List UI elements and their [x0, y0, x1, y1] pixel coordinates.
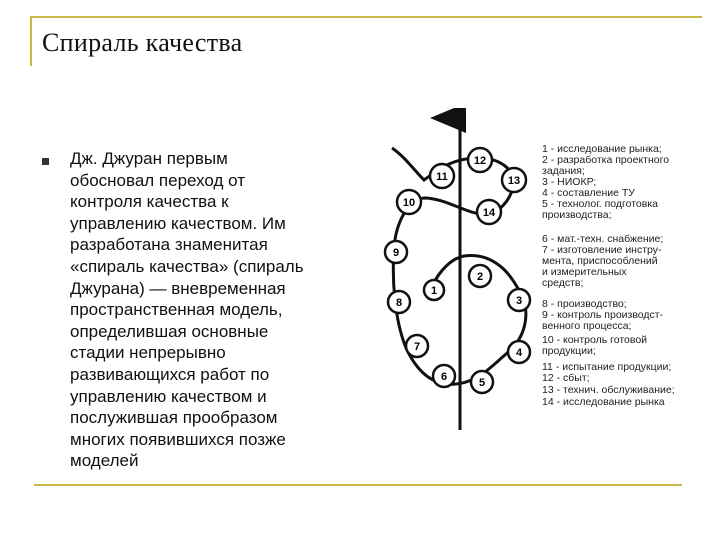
legend-line: 1 - исследование рынка; [542, 143, 662, 155]
body-paragraph [70, 148, 370, 472]
spiral-node [388, 291, 410, 313]
legend-line: 9 - контроль производст- [542, 309, 664, 321]
node-label: 4 [515, 347, 523, 359]
body-line: управлению качеством. Им [70, 213, 286, 233]
legend-line: мента, приспособлений [542, 255, 658, 267]
spiral-node [508, 289, 530, 311]
spiral-node [433, 365, 455, 387]
spiral-node [471, 371, 493, 393]
body-line: определившая основные [70, 321, 269, 341]
legend-line: задания; [542, 165, 585, 177]
node-label: 1 [430, 285, 438, 297]
node-label: 14 [482, 207, 496, 219]
spiral-node [502, 168, 526, 192]
node-label: 6 [440, 371, 448, 383]
spiral-node [430, 164, 454, 188]
legend-line: 10 - контроль готовой [542, 334, 648, 346]
spiral-node [406, 335, 428, 357]
body-line: многих появившихся позже [70, 429, 286, 449]
spiral-node [397, 190, 421, 214]
node-label: 13 [507, 175, 521, 187]
legend-line: 8 - производство; [542, 298, 627, 310]
slide-title: Спираль качества [42, 28, 243, 57]
legend-line: производства; [542, 209, 612, 221]
bullet-square-icon [42, 158, 49, 165]
node-label: 3 [515, 295, 523, 307]
body-line: Дж. Джуран первым [70, 149, 228, 168]
legend-line: 11 - испытание продукции; [542, 361, 672, 373]
body-line: разработана знаменитая [70, 235, 268, 255]
spiral-node [468, 148, 492, 172]
legend-line: 7 - изготовление инстру- [542, 244, 662, 256]
legend-line: продукции; [542, 345, 596, 357]
bottom-rule [34, 484, 682, 486]
legend-line: 5 - технолог. подготовка [542, 198, 658, 210]
node-label: 5 [478, 377, 486, 389]
node-label: 12 [473, 155, 487, 167]
legend-line: средств; [542, 277, 584, 289]
spiral-node [469, 265, 491, 287]
spiral-node [385, 241, 407, 263]
node-label: 10 [402, 197, 416, 209]
legend-line: 6 - мат.-техн. снабжение; [542, 233, 664, 245]
body-line: стадии непрерывно [70, 343, 226, 363]
quality-spiral-diagram [368, 108, 720, 438]
body-line: пространственная модель, [70, 300, 283, 320]
node-label: 9 [392, 247, 400, 259]
body-line: контроля качества к [70, 192, 229, 212]
body-line: управлению качеством и [70, 386, 267, 406]
legend-line: 13 - технич. обслуживание; [542, 384, 675, 396]
legend-line: 14 - исследование рынка [542, 396, 665, 408]
node-label: 8 [395, 297, 403, 309]
diagram-legend [542, 143, 675, 408]
body-line: развивающихся работ по [70, 364, 270, 384]
body-line: послужившая прообразом [70, 408, 278, 428]
body-line: «спираль качества» (спираль [70, 256, 304, 276]
top-rule [30, 16, 702, 18]
legend-line: и измерительных [542, 266, 627, 278]
spiral-node [508, 341, 530, 363]
body-line: обосновал переход от [70, 170, 246, 190]
node-label: 2 [476, 271, 484, 283]
spiral-node [424, 280, 444, 300]
legend-line: 3 - НИОКР; [542, 176, 597, 188]
node-label: 7 [413, 341, 421, 353]
spiral-node [477, 200, 501, 224]
legend-line: 4 - составление ТУ [542, 187, 635, 199]
legend-line: венного процесса; [542, 320, 632, 332]
body-line: моделей [70, 451, 139, 471]
node-label: 11 [436, 171, 448, 183]
legend-line: 2 - разработка проектного [542, 154, 670, 166]
left-rule [30, 16, 32, 66]
legend-line: 12 - сбыт; [542, 372, 590, 384]
body-line: Джурана) — вневременная [70, 278, 286, 298]
